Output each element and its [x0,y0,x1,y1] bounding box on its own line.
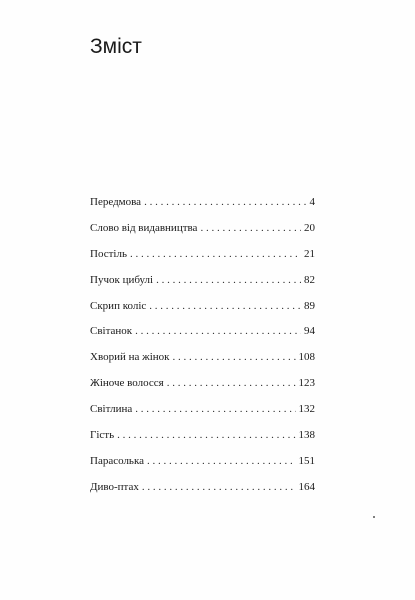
toc-entry [90,403,315,429]
toc-dot-leader [156,274,301,286]
toc-entry-title: Скрип коліс [90,299,147,312]
table-of-contents [90,196,315,507]
toc-entry-title: Пучок цибулі [90,273,154,286]
toc-entry-title: Слово від видавництва [90,221,198,234]
toc-page-number: 132 [298,403,315,416]
toc-page-number: 82 [304,273,315,286]
toc-entry-title: Гість [90,429,115,442]
toc-dot-leader [200,222,301,234]
toc-dot-leader [142,481,296,493]
toc-entry-title: Жіноче волосся [90,377,164,390]
toc-page-number: 164 [298,480,315,493]
toc-dot-leader [147,455,295,467]
toc-page-number: 108 [298,351,315,364]
toc-entry-title: Постіль [90,247,127,260]
toc-dot-leader [135,403,295,415]
toc-dot-leader [130,248,301,260]
toc-entry [90,351,315,377]
toc-page-number: 138 [298,429,315,442]
toc-dot-leader [135,325,301,337]
toc-dot-leader [167,377,296,389]
toc-entry [90,300,315,326]
toc-entry [90,274,315,300]
toc-entry [90,248,315,274]
toc-entry-title: Парасолька [90,454,145,467]
toc-entry-title: Хворий на жінок [90,351,170,364]
page-speck [373,516,375,518]
page-title: Зміст [90,35,142,58]
toc-page-number: 123 [298,377,315,390]
toc-page-number: 89 [304,299,315,312]
toc-page-number: 94 [304,325,315,338]
toc-page-number: 20 [304,221,315,234]
toc-entry [90,429,315,455]
toc-entry-title: Світанок [90,325,133,338]
toc-dot-leader [117,429,295,441]
toc-dot-leader [144,196,306,208]
toc-entry-title: Світлина [90,403,133,416]
toc-entry [90,325,315,351]
toc-page-number: 21 [304,247,315,260]
toc-page-number: 4 [309,196,315,208]
toc-entry [90,377,315,403]
toc-page-number: 151 [298,454,315,467]
toc-dot-leader [149,300,301,312]
toc-entry [90,196,315,222]
toc-entry [90,481,315,507]
toc-entry-title: Передмова [90,196,142,208]
toc-dot-leader [173,351,296,363]
toc-entry-title: Диво-птах [90,480,139,493]
toc-entry [90,222,315,248]
toc-entry [90,455,315,481]
